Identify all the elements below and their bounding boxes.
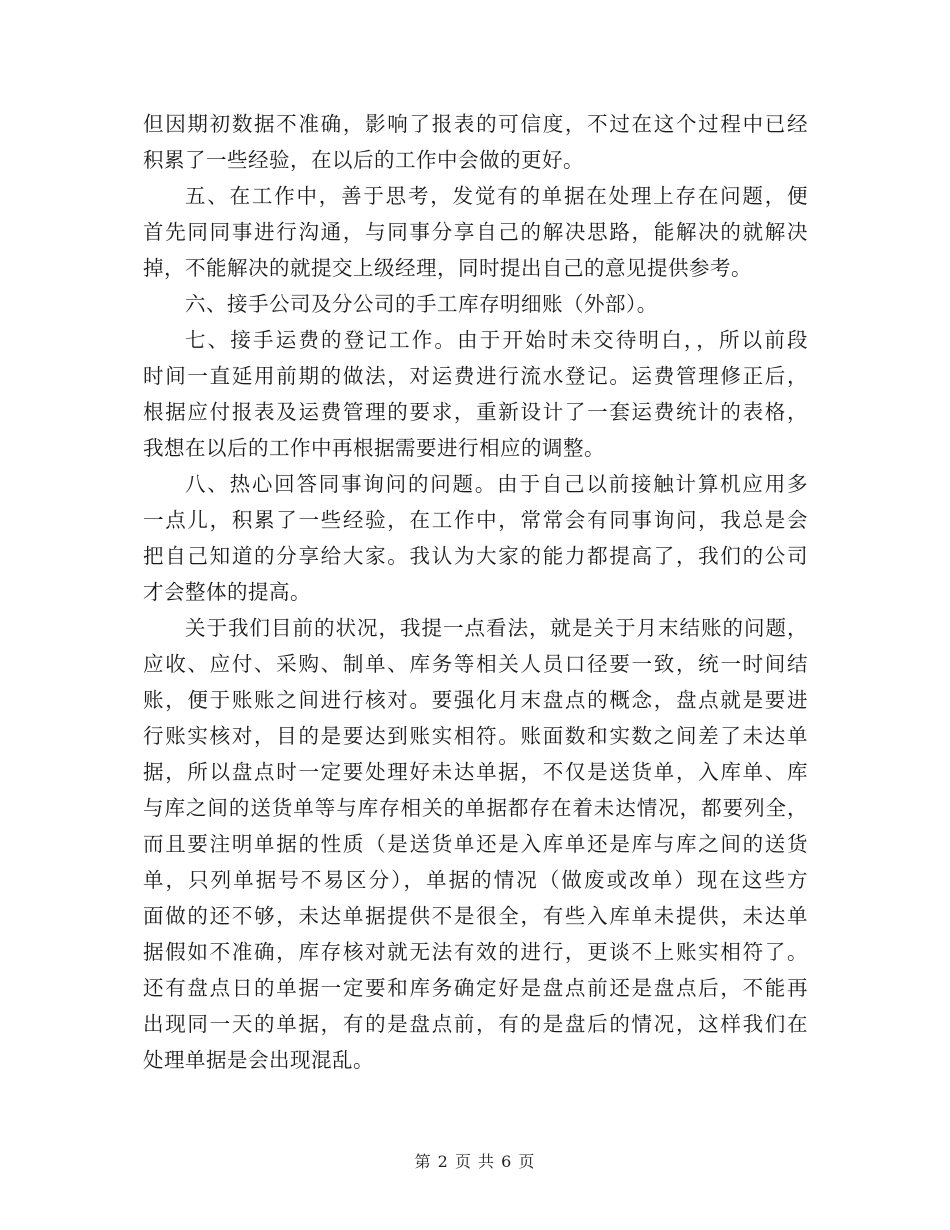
text-line: 处理单据是会出现混乱。 (143, 1048, 374, 1072)
text-line: 根据应付报表及运费管理的要求，重新设计了一套运费统计的表格， (143, 400, 808, 424)
text-line: 还有盘点日的单据一定要和库务确定好是盘点前还是盘点后，不能再 (143, 976, 808, 1000)
text-line: 出现同一天的单据，有的是盘点前，有的是盘后的情况，这样我们在 (143, 1012, 808, 1036)
text-line: 掉，不能解决的就提交上级经理，同时提出自己的意见提供参考。 (143, 256, 752, 280)
text-line: 八、热心回答同事询问的问题。由于自己以前接触计算机应用多 (185, 472, 808, 496)
text-line: 五、在工作中，善于思考，发觉有的单据在处理上存在问题，便 (185, 184, 808, 208)
text-line: 与库之间的送货单等与库存相关的单据都存在着未达情况，都要列全， (143, 796, 808, 820)
text-line: 六、接手公司及分公司的手工库存明细账（外部）。 (185, 292, 658, 316)
text-line: 账，便于账账之间进行核对。要强化月末盘点的概念，盘点就是要进 (143, 688, 808, 712)
text-line: 把自己知道的分享给大家。我认为大家的能力都提高了，我们的公司 (143, 544, 808, 568)
document-body (143, 106, 808, 1078)
text-line: 首先同同事进行沟通，与同事分享自己的解决思路，能解决的就解决 (143, 220, 808, 244)
text-line: 单，只列单据号不易区分），单据的情况（做废或改单）现在这些方 (143, 868, 808, 892)
text-line: 但因期初数据不准确，影响了报表的可信度，不过在这个过程中已经 (143, 112, 808, 136)
text-line: 据假如不准确，库存核对就无法有效的进行，更谈不上账实相符了。 (143, 940, 808, 964)
text-line: 时间一直延用前期的做法，对运费进行流水登记。运费管理修正后， (143, 364, 808, 388)
text-line: 据，所以盘点时一定要处理好未达单据，不仅是送货单，入库单、库 (143, 760, 808, 784)
text-line: 行账实核对，目的是要达到账实相符。账面数和实数之间差了未达单 (143, 724, 808, 748)
text-line: 一点儿，积累了一些经验，在工作中，常常会有同事询问，我总是会 (143, 508, 808, 532)
text-line: 积累了一些经验，在以后的工作中会做的更好。 (143, 148, 584, 172)
text-line: 关于我们目前的状况，我提一点看法，就是关于月末结账的问题， (185, 616, 808, 640)
page-number-footer: 第 2 页 共 6 页 (414, 1152, 536, 1171)
text-line: 应收、应付、采购、制单、库务等相关人员口径要一致，统一时间结 (143, 652, 808, 676)
text-line: 七、接手运费的登记工作。由于开始时未交待明白，，所以前段 (185, 328, 808, 352)
text-line: 才会整体的提高。 (143, 580, 311, 604)
text-line: 而且要注明单据的性质（是送货单还是入库单还是库与库之间的送货 (143, 832, 808, 856)
text-line: 我想在以后的工作中再根据需要进行相应的调整。 (143, 436, 605, 460)
text-line: 面做的还不够，未达单据提供不是很全，有些入库单未提供，未达单 (143, 904, 808, 928)
